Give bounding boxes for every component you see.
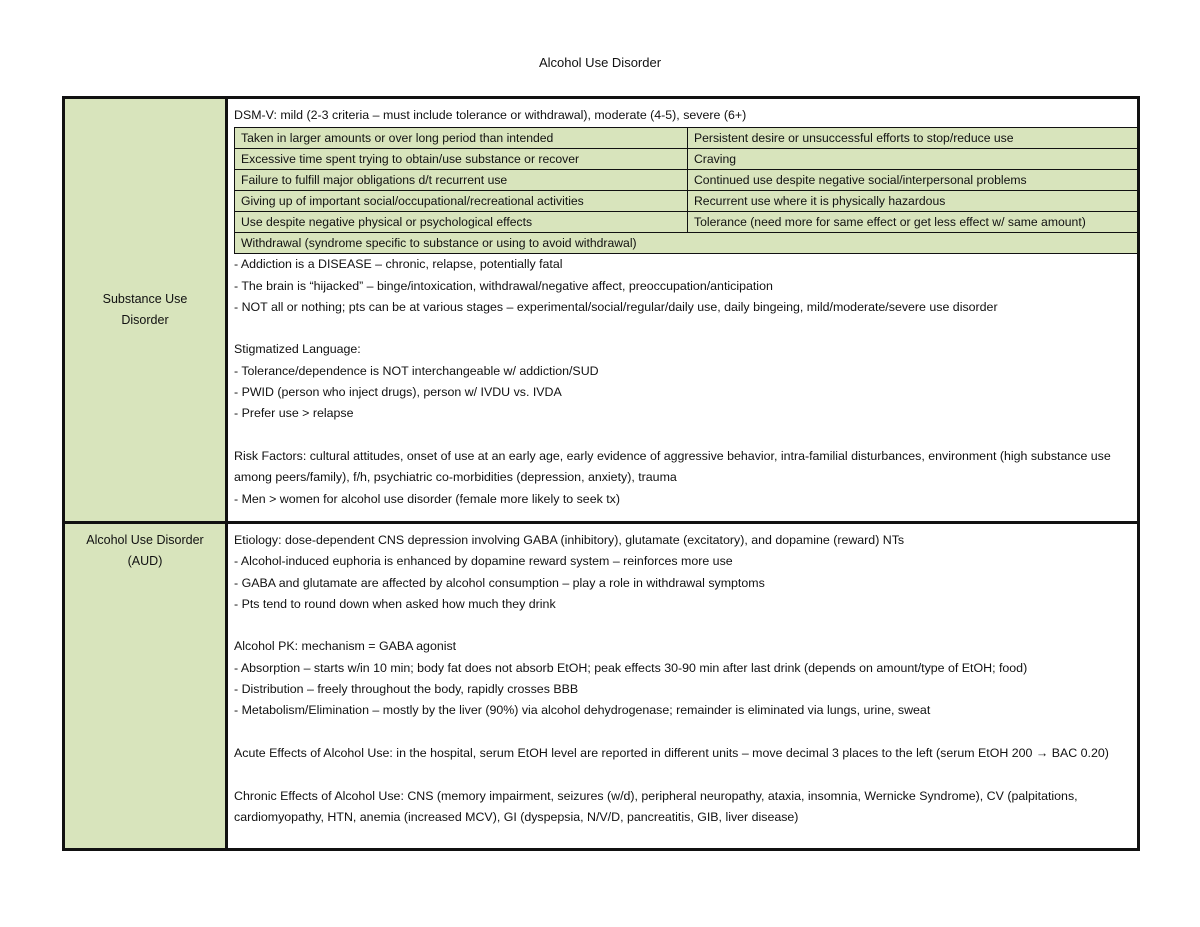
subheading-alcohol-pk: Alcohol PK: mechanism = GABA agonist (234, 639, 457, 654)
note-line: - Addiction is a DISEASE – chronic, relapse, potentially fatal (234, 257, 563, 272)
spacer (234, 318, 1129, 339)
spacer (234, 425, 1129, 446)
criteria-row (235, 170, 1139, 191)
subheading-stigmatized-language: Stigmatized Language: (234, 342, 361, 357)
note-line: - GABA and glutamate are affected by alcohol consumption – play a role in withdrawal symptoms (234, 575, 765, 590)
spacer (234, 615, 1129, 636)
note-line: - Pts tend to round down when asked how much they drink (234, 596, 556, 611)
criteria-cell: Use despite negative physical or psychological effects (235, 212, 688, 233)
spacer (234, 722, 1129, 743)
note-line: - Alcohol-induced euphoria is enhanced by dopamine reward system – reinforces more use (234, 554, 733, 569)
note-line: - Distribution – freely throughout the body, rapidly crosses BBB (234, 682, 579, 697)
section-label-line: Disorder (121, 313, 169, 327)
criteria-cell: Taken in larger amounts or over long period than intended (235, 128, 688, 149)
criteria-cell: Recurrent use where it is physically hazardous (688, 191, 1139, 212)
note-line: - Tolerance/dependence is NOT interchangeable w/ addiction/SUD (234, 363, 599, 378)
criteria-row (235, 149, 1139, 170)
criteria-row (235, 212, 1139, 233)
dsm-criteria-table (234, 127, 1139, 254)
section-label-line: (AUD) (127, 554, 163, 568)
acute-effects-paragraph: Acute Effects of Alcohol Use: in the hospital, serum EtOH level are reported in different units – move decimal 3 places to the left (serum EtOH 200 → BAC 0.20) (234, 745, 1109, 760)
chronic-effects-paragraph: Chronic Effects of Alcohol Use: CNS (memory impairment, seizures (w/d), peripheral neuropathy, ataxia, insomnia, Wernicke Syndrome), CV (palpitations, cardiomyopathy, HTN, anemia (increased MCV), GI (dyspepsia, N/V/D, pancreatitis, GIB, liver disease) (234, 788, 1078, 824)
note-line: - Prefer use > relapse (234, 406, 354, 421)
section-row-substance-use (64, 98, 1139, 523)
note-line: - Metabolism/Elimination – mostly by the liver (90%) via alcohol dehydrogenase; remainder is eliminated via lungs, urine, sweat (234, 703, 931, 718)
document-title: Alcohol Use Disorder (538, 55, 662, 70)
section-label-substance-use (64, 98, 227, 523)
dsm-header: DSM-V: mild (2-3 criteria – must include tolerance or withdrawal), moderate (4-5), severe (6+) (234, 108, 747, 122)
section-content-aud (227, 523, 1139, 850)
note-line: - The brain is “hijacked” – binge/intoxication, withdrawal/negative affect, preoccupation/anticipation (234, 278, 773, 293)
section-label-line: Alcohol Use Disorder (86, 533, 204, 547)
section-label-line: Substance Use (102, 292, 188, 306)
notes-table (62, 96, 1140, 851)
note-line: - NOT all or nothing; pts can be at various stages – experimental/social/regular/daily use, daily bingeing, mild/moderate/severe use disorder (234, 299, 998, 314)
section-content-substance-use (227, 98, 1139, 523)
criteria-cell: Persistent desire or unsuccessful efforts to stop/reduce use (688, 128, 1139, 149)
criteria-cell: Tolerance (need more for same effect or get less effect w/ same amount) (688, 212, 1139, 233)
etiology-line: Etiology: dose-dependent CNS depression involving GABA (inhibitory), glutamate (excitatory), and dopamine (reward) NTs (234, 533, 905, 547)
criteria-cell: Continued use despite negative social/interpersonal problems (688, 170, 1139, 191)
criteria-row (235, 128, 1139, 149)
criteria-cell: Craving (688, 149, 1139, 170)
criteria-cell: Excessive time spent trying to obtain/use substance or recover (235, 149, 688, 170)
section-label-aud (64, 523, 227, 850)
criteria-cell: Failure to fulfill major obligations d/t recurrent use (235, 170, 688, 191)
note-line: - Men > women for alcohol use disorder (female more likely to seek tx) (234, 491, 620, 506)
note-line: - PWID (person who inject drugs), person w/ IVDU vs. IVDA (234, 385, 562, 400)
section-row-aud (64, 523, 1139, 850)
risk-factors-paragraph: Risk Factors: cultural attitudes, onset of use at an early age, early evidence of aggressive behavior, intra-familial disturbances, environment (high substance use among peers/family), f/h, psychiatric co-morbidities (depression, anxiety), trauma (234, 448, 1111, 485)
criteria-cell: Giving up of important social/occupational/recreational activities (235, 191, 688, 212)
criteria-row (235, 191, 1139, 212)
criteria-cell-withdrawal: Withdrawal (syndrome specific to substance or using to avoid withdrawal) (235, 233, 1139, 254)
spacer (234, 764, 1129, 785)
criteria-row (235, 233, 1139, 254)
note-line: - Absorption – starts w/in 10 min; body fat does not absorb EtOH; peak effects 30-90 min after last drink (depends on amount/type of EtOH; food) (234, 660, 1028, 675)
